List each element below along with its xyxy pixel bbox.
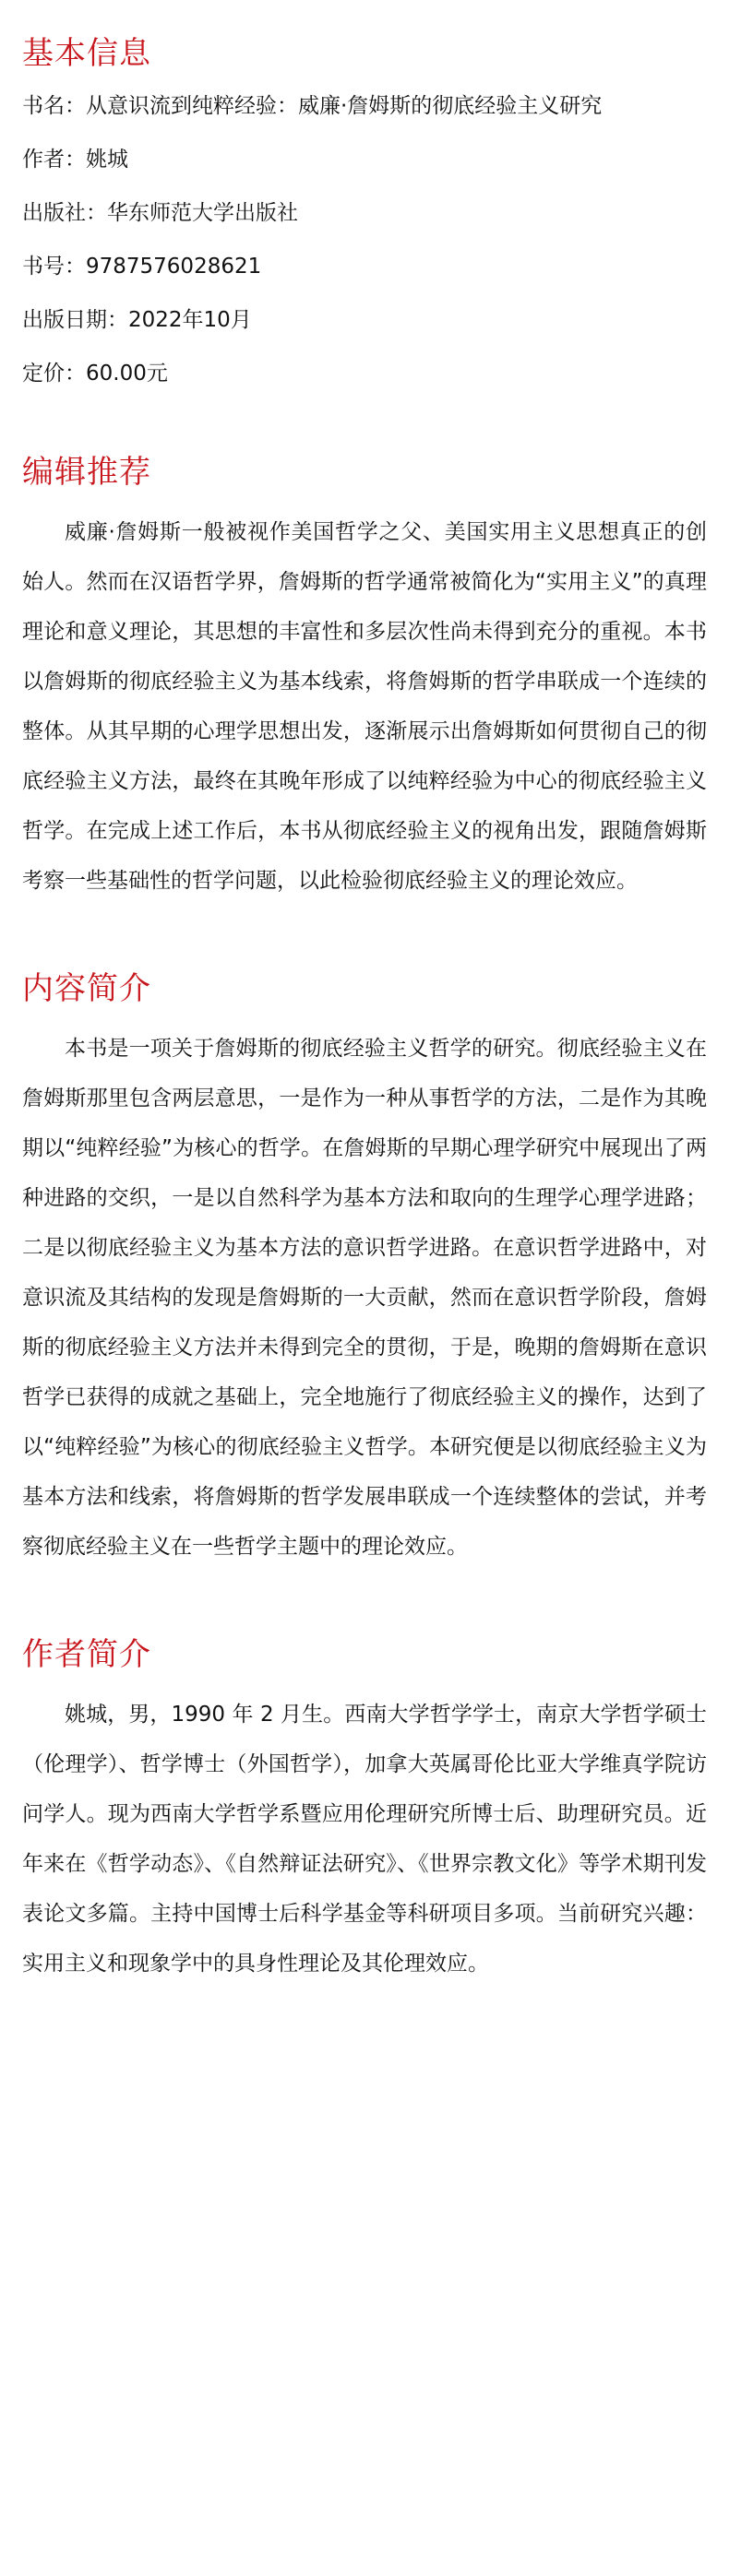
- price-line: 定价：60.00元: [22, 362, 168, 386]
- author-line: 作者：姚城: [22, 148, 128, 172]
- pub-date-line: 出版日期：2022年10月: [22, 308, 252, 332]
- author-intro-text: 姚城，男，1990 年 2 月生。西南大学哲学学士，南京大学哲学硕士（伦理学）、哲学博士（外国哲学），加拿大英属哥伦比亚大学维真学院访问学人。现为西南大学哲学系暨应用伦理研究所博士后、助理研究员。近年来在《哲学动态》、《自然辩证法研究》、《世界宗教文化》等学术期刊发表论文多篇。主持中国博士后科学基金等科研项目多项。当前研究兴趣：实用主义和现象学中的具身性理论及其伦理效应。: [22, 1703, 707, 1976]
- book-name-line: 书名：从意识流到纯粹经验：威廉·詹姆斯的彻底经验主义研究: [22, 94, 603, 118]
- isbn-line: 书号：9787576028621: [22, 255, 262, 279]
- basic-info-list: [22, 92, 707, 387]
- author-intro-section: [22, 1632, 707, 1988]
- basic-info-heading: 基本信息: [22, 35, 151, 72]
- content-summary-text: 本书是一项关于詹姆斯的彻底经验主义哲学的研究。彻底经验主义在詹姆斯那里包含两层意思，一是作为一种从事哲学的方法，二是作为其晚期以“纯粹经验”为核心的哲学。在詹姆斯的早期心理学研究中展现出了两种进路的交织，一是以自然科学为基本方法和取向的生理学心理学进路；二是以彻底经验主义为基本方法的意识哲学进路。在意识哲学进路中，对意识流及其结构的发现是詹姆斯的一大贡献，然而在意识哲学阶段，詹姆斯的彻底经验主义方法并未得到完全的贯彻，于是，晚期的詹姆斯在意识哲学已获得的成就之基础上，完全地施行了彻底经验主义的操作，达到了以“纯粹经验”为核心的彻底经验主义哲学。本研究便是以彻底经验主义为基本方法和线索，将詹姆斯的哲学发展串联成一个连续整体的尝试，并考察彻底经验主义在一些哲学主题中的理论效应。: [22, 1037, 707, 1559]
- editor-recommendation-heading: 编辑推荐: [22, 454, 151, 491]
- basic-info-section: [22, 31, 707, 387]
- editor-recommendation-section: [22, 450, 707, 906]
- content-summary-heading: 内容简介: [22, 970, 151, 1007]
- author-intro-heading: 作者简介: [22, 1636, 151, 1673]
- publisher-line: 出版社：华东师范大学出版社: [22, 201, 298, 225]
- editor-recommendation-text: 威廉·詹姆斯一般被视作美国哲学之父、美国实用主义思想真正的创始人。然而在汉语哲学界，詹姆斯的哲学通常被简化为“实用主义”的真理理论和意义理论，其思想的丰富性和多层次性尚未得到充分的重视。本书以詹姆斯的彻底经验主义为基本线索，将詹姆斯的哲学串联成一个连续的整体。从其早期的心理学思想出发，逐渐展示出詹姆斯如何贯彻自己的彻底经验主义方法，最终在其晚年形成了以纯粹经验为中心的彻底经验主义哲学。在完成上述工作后，本书从彻底经验主义的视角出发，跟随詹姆斯考察一些基础性的哲学问题，以此检验彻底经验主义的理论效应。: [22, 520, 707, 893]
- content-summary-section: [22, 967, 707, 1572]
